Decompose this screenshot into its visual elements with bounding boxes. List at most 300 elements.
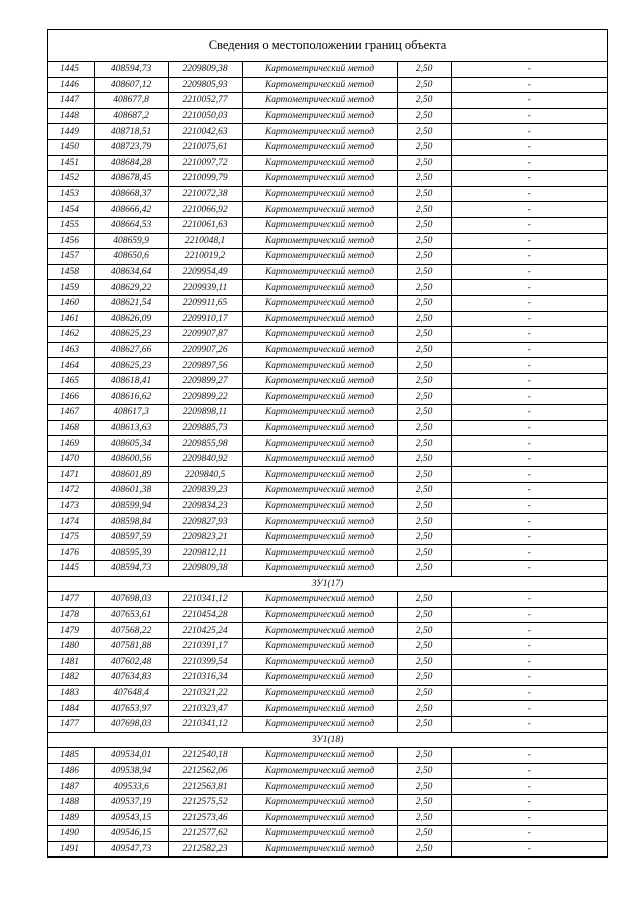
x-coordinate-cell: 408595,39: [94, 545, 168, 561]
method-cell: Картометрический метод: [242, 716, 397, 732]
table-row: [48, 62, 607, 77]
x-coordinate-cell: 408616,62: [94, 389, 168, 405]
x-coordinate-cell: 408664,53: [94, 217, 168, 233]
table-row: [48, 280, 607, 296]
accuracy-cell: 2,50: [397, 342, 451, 358]
method-cell: Картометрический метод: [242, 358, 397, 374]
table-row: [48, 670, 607, 686]
point-number-cell: 1485: [48, 748, 94, 764]
y-coordinate-cell: 2210454,28: [168, 607, 242, 623]
coordinates-table: [48, 62, 607, 857]
method-cell: Картометрический метод: [242, 62, 397, 77]
y-coordinate-cell: 2209907,87: [168, 327, 242, 343]
accuracy-cell: 2,50: [397, 108, 451, 124]
x-coordinate-cell: 407581,88: [94, 638, 168, 654]
y-coordinate-cell: 2209855,98: [168, 436, 242, 452]
table-row: [48, 826, 607, 842]
method-cell: Картометрический метод: [242, 342, 397, 358]
accuracy-cell: 2,50: [397, 685, 451, 701]
method-cell: Картометрический метод: [242, 436, 397, 452]
description-cell: -: [451, 638, 607, 654]
method-cell: Картометрический метод: [242, 483, 397, 499]
y-coordinate-cell: 2209911,65: [168, 295, 242, 311]
table-row: [48, 77, 607, 93]
document-frame: [47, 29, 608, 858]
x-coordinate-cell: 408594,73: [94, 62, 168, 77]
method-cell: Картометрический метод: [242, 249, 397, 265]
x-coordinate-cell: 408687,2: [94, 108, 168, 124]
x-coordinate-cell: 408625,23: [94, 358, 168, 374]
table-row: [48, 139, 607, 155]
x-coordinate-cell: 408723,79: [94, 139, 168, 155]
x-coordinate-cell: 408617,3: [94, 405, 168, 421]
x-coordinate-cell: 408625,23: [94, 327, 168, 343]
description-cell: -: [451, 498, 607, 514]
point-number-cell: 1469: [48, 436, 94, 452]
y-coordinate-cell: 2210341,12: [168, 716, 242, 732]
accuracy-cell: 2,50: [397, 77, 451, 93]
accuracy-cell: 2,50: [397, 794, 451, 810]
description-cell: -: [451, 311, 607, 327]
y-coordinate-cell: 2209840,5: [168, 467, 242, 483]
accuracy-cell: 2,50: [397, 451, 451, 467]
accuracy-cell: 2,50: [397, 405, 451, 421]
method-cell: Картометрический метод: [242, 467, 397, 483]
y-coordinate-cell: 2209954,49: [168, 264, 242, 280]
x-coordinate-cell: 408684,28: [94, 155, 168, 171]
accuracy-cell: 2,50: [397, 233, 451, 249]
point-number-cell: 1458: [48, 264, 94, 280]
y-coordinate-cell: 2209910,17: [168, 311, 242, 327]
y-coordinate-cell: 2210099,79: [168, 171, 242, 187]
accuracy-cell: 2,50: [397, 420, 451, 436]
method-cell: Картометрический метод: [242, 670, 397, 686]
point-number-cell: 1457: [48, 249, 94, 265]
description-cell: -: [451, 716, 607, 732]
point-number-cell: 1491: [48, 841, 94, 857]
x-coordinate-cell: 408629,22: [94, 280, 168, 296]
y-coordinate-cell: 2210052,77: [168, 93, 242, 109]
method-cell: Картометрический метод: [242, 763, 397, 779]
method-cell: Картометрический метод: [242, 124, 397, 140]
point-number-cell: 1477: [48, 716, 94, 732]
y-coordinate-cell: 2210072,38: [168, 186, 242, 202]
method-cell: Картометрический метод: [242, 171, 397, 187]
y-coordinate-cell: 2210323,47: [168, 701, 242, 717]
point-number-cell: 1484: [48, 701, 94, 717]
x-coordinate-cell: 408678,45: [94, 171, 168, 187]
table-row: [48, 202, 607, 218]
point-number-cell: 1464: [48, 358, 94, 374]
description-cell: -: [451, 763, 607, 779]
description-cell: -: [451, 217, 607, 233]
x-coordinate-cell: 408666,42: [94, 202, 168, 218]
x-coordinate-cell: 408659,9: [94, 233, 168, 249]
x-coordinate-cell: 408597,59: [94, 529, 168, 545]
accuracy-cell: 2,50: [397, 295, 451, 311]
description-cell: -: [451, 358, 607, 374]
description-cell: -: [451, 155, 607, 171]
y-coordinate-cell: 2209839,23: [168, 483, 242, 499]
method-cell: Картометрический метод: [242, 327, 397, 343]
method-cell: Картометрический метод: [242, 529, 397, 545]
y-coordinate-cell: 2210097,72: [168, 155, 242, 171]
point-number-cell: 1452: [48, 171, 94, 187]
point-number-cell: 1482: [48, 670, 94, 686]
method-cell: Картометрический метод: [242, 264, 397, 280]
description-cell: -: [451, 342, 607, 358]
method-cell: Картометрический метод: [242, 654, 397, 670]
accuracy-cell: 2,50: [397, 607, 451, 623]
point-number-cell: 1447: [48, 93, 94, 109]
point-number-cell: 1462: [48, 327, 94, 343]
y-coordinate-cell: 2212577,62: [168, 826, 242, 842]
point-number-cell: 1451: [48, 155, 94, 171]
section-row: [48, 732, 607, 748]
x-coordinate-cell: 408668,37: [94, 186, 168, 202]
accuracy-cell: 2,50: [397, 561, 451, 577]
accuracy-cell: 2,50: [397, 701, 451, 717]
description-cell: -: [451, 451, 607, 467]
description-cell: -: [451, 108, 607, 124]
table-row: [48, 841, 607, 857]
description-cell: -: [451, 436, 607, 452]
method-cell: Картометрический метод: [242, 202, 397, 218]
y-coordinate-cell: 2210019,2: [168, 249, 242, 265]
method-cell: Картометрический метод: [242, 186, 397, 202]
x-coordinate-cell: 407568,22: [94, 623, 168, 639]
method-cell: Картометрический метод: [242, 748, 397, 764]
method-cell: Картометрический метод: [242, 607, 397, 623]
method-cell: Картометрический метод: [242, 545, 397, 561]
y-coordinate-cell: 2209827,93: [168, 514, 242, 530]
accuracy-cell: 2,50: [397, 62, 451, 77]
point-number-cell: 1468: [48, 420, 94, 436]
table-row: [48, 654, 607, 670]
accuracy-cell: 2,50: [397, 311, 451, 327]
section-row: [48, 576, 607, 592]
description-cell: -: [451, 748, 607, 764]
method-cell: Картометрический метод: [242, 420, 397, 436]
table-row: [48, 810, 607, 826]
y-coordinate-cell: 2209834,23: [168, 498, 242, 514]
x-coordinate-cell: 407602,48: [94, 654, 168, 670]
table-row: [48, 701, 607, 717]
description-cell: -: [451, 701, 607, 717]
description-cell: -: [451, 420, 607, 436]
method-cell: Картометрический метод: [242, 280, 397, 296]
method-cell: Картометрический метод: [242, 810, 397, 826]
y-coordinate-cell: 2212575,52: [168, 794, 242, 810]
x-coordinate-cell: 408601,89: [94, 467, 168, 483]
y-coordinate-cell: 2209899,22: [168, 389, 242, 405]
x-coordinate-cell: 409534,01: [94, 748, 168, 764]
description-cell: -: [451, 171, 607, 187]
y-coordinate-cell: 2212540,18: [168, 748, 242, 764]
accuracy-cell: 2,50: [397, 779, 451, 795]
point-number-cell: 1470: [48, 451, 94, 467]
accuracy-cell: 2,50: [397, 280, 451, 296]
table-row: [48, 592, 607, 608]
description-cell: -: [451, 467, 607, 483]
point-number-cell: 1486: [48, 763, 94, 779]
point-number-cell: 1449: [48, 124, 94, 140]
accuracy-cell: 2,50: [397, 483, 451, 499]
x-coordinate-cell: 408718,51: [94, 124, 168, 140]
table-row: [48, 529, 607, 545]
point-number-cell: 1490: [48, 826, 94, 842]
x-coordinate-cell: 409547,73: [94, 841, 168, 857]
table-row: [48, 763, 607, 779]
accuracy-cell: 2,50: [397, 124, 451, 140]
y-coordinate-cell: 2209897,56: [168, 358, 242, 374]
method-cell: Картометрический метод: [242, 638, 397, 654]
point-number-cell: 1459: [48, 280, 94, 296]
accuracy-cell: 2,50: [397, 670, 451, 686]
table-row: [48, 779, 607, 795]
x-coordinate-cell: 408634,64: [94, 264, 168, 280]
x-coordinate-cell: 408599,94: [94, 498, 168, 514]
accuracy-cell: 2,50: [397, 623, 451, 639]
x-coordinate-cell: 409538,94: [94, 763, 168, 779]
accuracy-cell: 2,50: [397, 467, 451, 483]
description-cell: -: [451, 826, 607, 842]
method-cell: Картометрический метод: [242, 217, 397, 233]
y-coordinate-cell: 2212573,46: [168, 810, 242, 826]
table-row: [48, 451, 607, 467]
y-coordinate-cell: 2212563,81: [168, 779, 242, 795]
method-cell: Картометрический метод: [242, 93, 397, 109]
table-row: [48, 171, 607, 187]
description-cell: -: [451, 327, 607, 343]
table-row: [48, 716, 607, 732]
table-row: [48, 607, 607, 623]
point-number-cell: 1477: [48, 592, 94, 608]
x-coordinate-cell: 409543,15: [94, 810, 168, 826]
description-cell: -: [451, 124, 607, 140]
accuracy-cell: 2,50: [397, 826, 451, 842]
accuracy-cell: 2,50: [397, 436, 451, 452]
table-row: [48, 561, 607, 577]
accuracy-cell: 2,50: [397, 638, 451, 654]
description-cell: -: [451, 186, 607, 202]
accuracy-cell: 2,50: [397, 139, 451, 155]
accuracy-cell: 2,50: [397, 529, 451, 545]
x-coordinate-cell: 408601,38: [94, 483, 168, 499]
point-number-cell: 1445: [48, 561, 94, 577]
y-coordinate-cell: 2210341,12: [168, 592, 242, 608]
point-number-cell: 1473: [48, 498, 94, 514]
table-row: [48, 233, 607, 249]
x-coordinate-cell: 408626,09: [94, 311, 168, 327]
y-coordinate-cell: 2209907,26: [168, 342, 242, 358]
description-cell: -: [451, 841, 607, 857]
x-coordinate-cell: 408607,12: [94, 77, 168, 93]
method-cell: Картометрический метод: [242, 514, 397, 530]
y-coordinate-cell: 2212562,06: [168, 763, 242, 779]
description-cell: -: [451, 405, 607, 421]
method-cell: Картометрический метод: [242, 295, 397, 311]
table-row: [48, 358, 607, 374]
x-coordinate-cell: 409533,6: [94, 779, 168, 795]
description-cell: -: [451, 249, 607, 265]
method-cell: Картометрический метод: [242, 779, 397, 795]
table-row: [48, 295, 607, 311]
y-coordinate-cell: 2210316,34: [168, 670, 242, 686]
description-cell: -: [451, 295, 607, 311]
description-cell: -: [451, 373, 607, 389]
table-row: [48, 93, 607, 109]
table-row: [48, 186, 607, 202]
description-cell: -: [451, 139, 607, 155]
point-number-cell: 1476: [48, 545, 94, 561]
point-number-cell: 1481: [48, 654, 94, 670]
method-cell: Картометрический метод: [242, 373, 397, 389]
table-row: [48, 623, 607, 639]
point-number-cell: 1483: [48, 685, 94, 701]
table-row: [48, 264, 607, 280]
table-row: [48, 498, 607, 514]
accuracy-cell: 2,50: [397, 93, 451, 109]
description-cell: -: [451, 62, 607, 77]
method-cell: Картометрический метод: [242, 561, 397, 577]
x-coordinate-cell: 408613,63: [94, 420, 168, 436]
x-coordinate-cell: 407653,61: [94, 607, 168, 623]
y-coordinate-cell: 2210075,61: [168, 139, 242, 155]
accuracy-cell: 2,50: [397, 358, 451, 374]
description-cell: -: [451, 685, 607, 701]
x-coordinate-cell: 408677,8: [94, 93, 168, 109]
accuracy-cell: 2,50: [397, 264, 451, 280]
accuracy-cell: 2,50: [397, 654, 451, 670]
y-coordinate-cell: 2210042,63: [168, 124, 242, 140]
y-coordinate-cell: 2209840,92: [168, 451, 242, 467]
accuracy-cell: 2,50: [397, 810, 451, 826]
point-number-cell: 1450: [48, 139, 94, 155]
accuracy-cell: 2,50: [397, 327, 451, 343]
x-coordinate-cell: 407648,4: [94, 685, 168, 701]
method-cell: Картометрический метод: [242, 311, 397, 327]
method-cell: Картометрический метод: [242, 841, 397, 857]
point-number-cell: 1453: [48, 186, 94, 202]
point-number-cell: 1472: [48, 483, 94, 499]
section-label: ЗУ1(17): [48, 576, 607, 592]
table-row: [48, 467, 607, 483]
description-cell: -: [451, 810, 607, 826]
table-row: [48, 685, 607, 701]
x-coordinate-cell: 408598,84: [94, 514, 168, 530]
method-cell: Картометрический метод: [242, 155, 397, 171]
accuracy-cell: 2,50: [397, 202, 451, 218]
method-cell: Картометрический метод: [242, 405, 397, 421]
y-coordinate-cell: 2209809,38: [168, 62, 242, 77]
point-number-cell: 1474: [48, 514, 94, 530]
accuracy-cell: 2,50: [397, 217, 451, 233]
y-coordinate-cell: 2210066,92: [168, 202, 242, 218]
x-coordinate-cell: 407698,03: [94, 716, 168, 732]
table-row: [48, 108, 607, 124]
description-cell: -: [451, 202, 607, 218]
accuracy-cell: 2,50: [397, 171, 451, 187]
method-cell: Картометрический метод: [242, 794, 397, 810]
description-cell: -: [451, 561, 607, 577]
x-coordinate-cell: 408650,6: [94, 249, 168, 265]
method-cell: Картометрический метод: [242, 108, 397, 124]
table-row: [48, 124, 607, 140]
x-coordinate-cell: 408618,41: [94, 373, 168, 389]
table-row: [48, 249, 607, 265]
table-row: [48, 794, 607, 810]
method-cell: Картометрический метод: [242, 592, 397, 608]
accuracy-cell: 2,50: [397, 545, 451, 561]
x-coordinate-cell: 409546,15: [94, 826, 168, 842]
accuracy-cell: 2,50: [397, 498, 451, 514]
table-row: [48, 389, 607, 405]
table-row: [48, 327, 607, 343]
table-row: [48, 342, 607, 358]
y-coordinate-cell: 2210061,63: [168, 217, 242, 233]
point-number-cell: 1465: [48, 373, 94, 389]
x-coordinate-cell: 408594,73: [94, 561, 168, 577]
description-cell: -: [451, 592, 607, 608]
method-cell: Картометрический метод: [242, 685, 397, 701]
x-coordinate-cell: 407698,03: [94, 592, 168, 608]
y-coordinate-cell: 2210048,1: [168, 233, 242, 249]
point-number-cell: 1456: [48, 233, 94, 249]
description-cell: -: [451, 483, 607, 499]
method-cell: Картометрический метод: [242, 498, 397, 514]
y-coordinate-cell: 2212582,23: [168, 841, 242, 857]
method-cell: Картометрический метод: [242, 389, 397, 405]
method-cell: Картометрический метод: [242, 826, 397, 842]
table-row: [48, 483, 607, 499]
accuracy-cell: 2,50: [397, 155, 451, 171]
x-coordinate-cell: 407653,97: [94, 701, 168, 717]
x-coordinate-cell: 409537,19: [94, 794, 168, 810]
table-row: [48, 420, 607, 436]
method-cell: Картометрический метод: [242, 701, 397, 717]
y-coordinate-cell: 2209885,73: [168, 420, 242, 436]
method-cell: Картометрический метод: [242, 77, 397, 93]
y-coordinate-cell: 2209812,11: [168, 545, 242, 561]
x-coordinate-cell: 408600,56: [94, 451, 168, 467]
y-coordinate-cell: 2209898,11: [168, 405, 242, 421]
point-number-cell: 1479: [48, 623, 94, 639]
point-number-cell: 1467: [48, 405, 94, 421]
accuracy-cell: 2,50: [397, 373, 451, 389]
document-title: Сведения о местоположении границ объекта: [48, 30, 607, 62]
accuracy-cell: 2,50: [397, 841, 451, 857]
point-number-cell: 1461: [48, 311, 94, 327]
accuracy-cell: 2,50: [397, 716, 451, 732]
point-number-cell: 1466: [48, 389, 94, 405]
point-number-cell: 1480: [48, 638, 94, 654]
y-coordinate-cell: 2209809,38: [168, 561, 242, 577]
description-cell: -: [451, 77, 607, 93]
method-cell: Картометрический метод: [242, 451, 397, 467]
table-row: [48, 545, 607, 561]
point-number-cell: 1489: [48, 810, 94, 826]
point-number-cell: 1448: [48, 108, 94, 124]
table-row: [48, 373, 607, 389]
y-coordinate-cell: 2209805,93: [168, 77, 242, 93]
y-coordinate-cell: 2209823,21: [168, 529, 242, 545]
y-coordinate-cell: 2209939,11: [168, 280, 242, 296]
y-coordinate-cell: 2210391,17: [168, 638, 242, 654]
x-coordinate-cell: 407634,83: [94, 670, 168, 686]
coordinates-table-body: [48, 62, 607, 857]
y-coordinate-cell: 2210425,24: [168, 623, 242, 639]
